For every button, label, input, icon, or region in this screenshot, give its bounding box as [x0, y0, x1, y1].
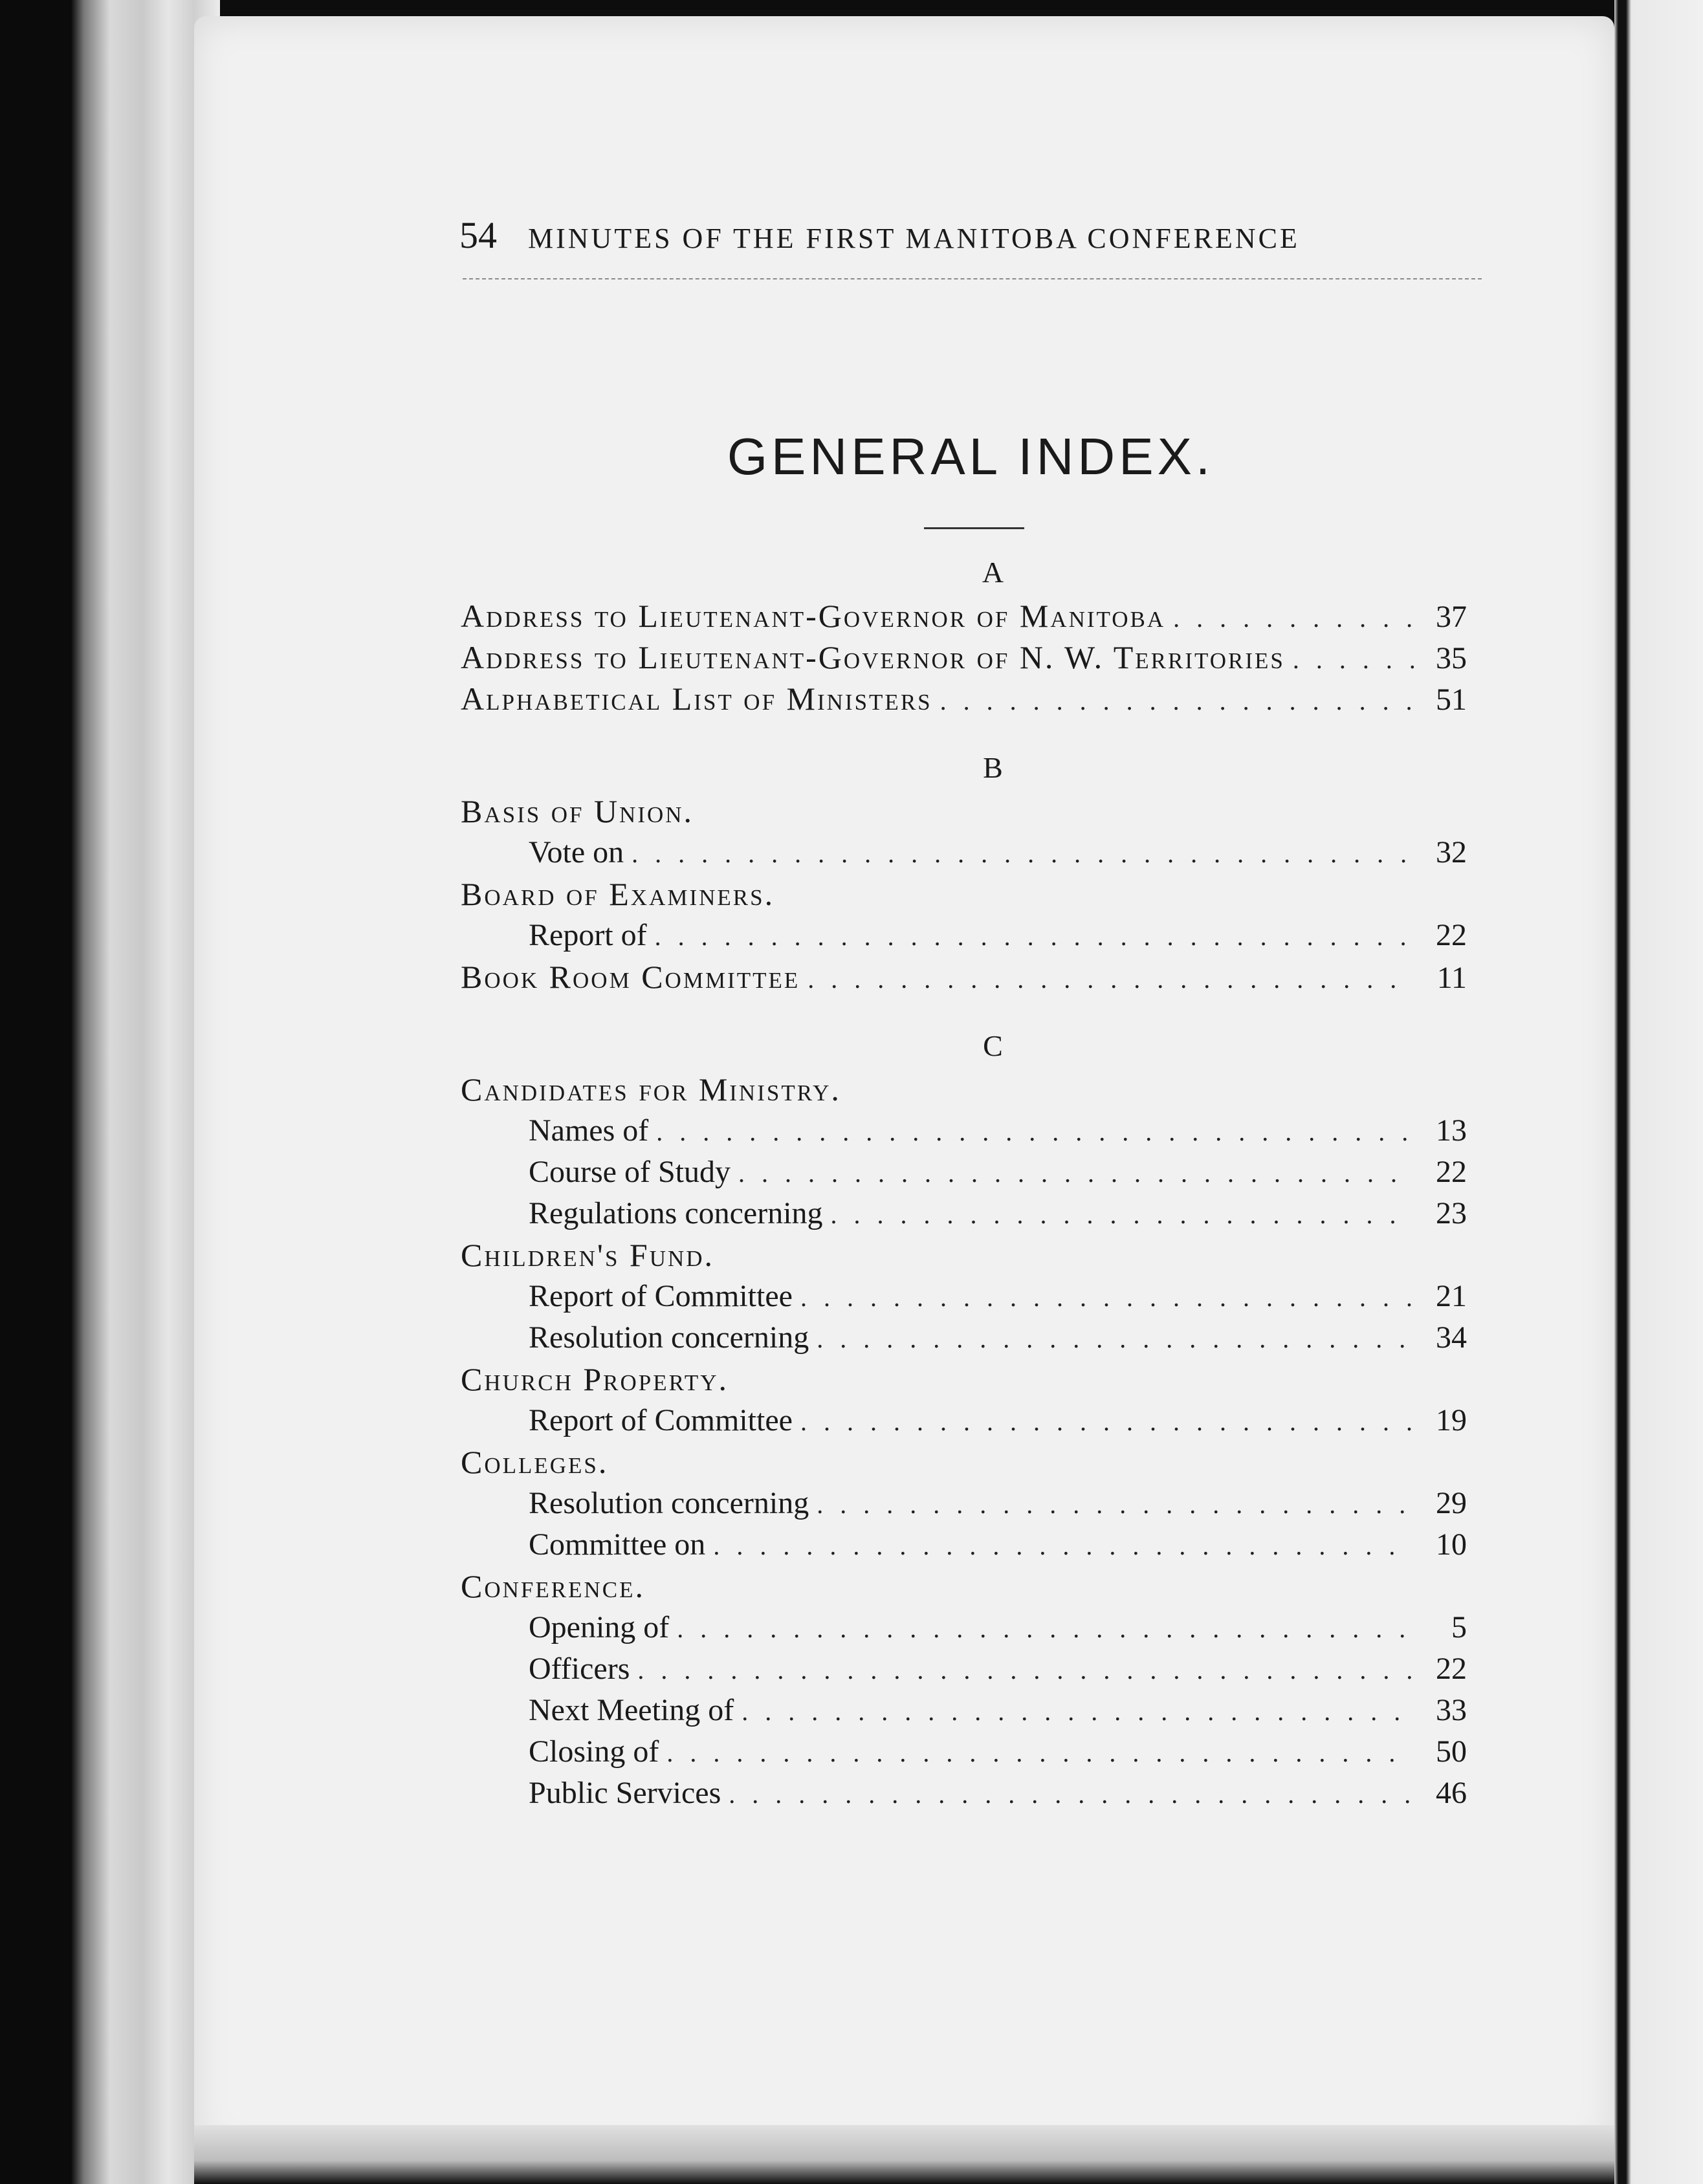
dot-leader	[1293, 639, 1414, 681]
index-heading: Board of Examiners.	[461, 876, 775, 912]
running-title: MINUTES OF THE FIRST MANITOBA CONFERENCE	[528, 223, 1300, 254]
dot-leader	[742, 1691, 1414, 1732]
entry-label: Report of	[529, 918, 647, 952]
entry-page-number: 32	[1436, 835, 1467, 869]
entry-page-number: 50	[1436, 1734, 1467, 1769]
entry-page-number: 22	[1436, 1155, 1467, 1189]
book-spine-edge	[0, 0, 220, 2184]
index-subentry	[461, 1193, 1467, 1234]
entry-label: Address to Lieutenant-Governor of N. W. Territories	[461, 639, 1285, 675]
index-subentry	[461, 915, 1467, 956]
index-title: GENERAL INDEX.	[727, 428, 1214, 485]
entry-label: Committee on	[529, 1527, 706, 1562]
entry-label: Names of	[529, 1113, 649, 1148]
index-heading: Children's Fund.	[461, 1237, 715, 1273]
dot-leader	[808, 959, 1414, 1000]
entry-page-number: 22	[1436, 918, 1467, 952]
section-letter: B	[983, 751, 1003, 784]
index-subentry	[461, 1152, 1467, 1193]
entry-label: Report of Committee	[529, 1279, 793, 1313]
index-heading: Colleges.	[461, 1444, 609, 1480]
dot-leader	[940, 681, 1414, 722]
index-subentry	[461, 832, 1467, 873]
entry-label: Address to Lieutenant-Governor of Manitoba	[461, 598, 1166, 634]
entry-label: Course of Study	[529, 1155, 731, 1189]
facing-page-edge	[1614, 0, 1703, 2184]
entry-label: Alphabetical List of Ministers	[461, 681, 932, 717]
entry-page-number: 46	[1436, 1776, 1467, 1810]
dot-leader	[666, 1732, 1414, 1774]
page-number: 54	[459, 214, 497, 256]
entry-label: Resolution concerning	[529, 1320, 809, 1355]
entry-page-number: 13	[1436, 1113, 1467, 1148]
index-subentry	[461, 1731, 1467, 1773]
section-spacer	[461, 719, 1467, 745]
page-bottom-edge	[194, 2125, 1614, 2184]
header-rule	[463, 278, 1482, 279]
entry-page-number: 51	[1436, 682, 1467, 717]
title-rule	[924, 527, 1024, 529]
entry-page-number: 11	[1436, 961, 1467, 995]
entry-page-number: 34	[1436, 1320, 1467, 1355]
dot-leader	[817, 1484, 1414, 1525]
index-entry	[461, 637, 1467, 678]
index-subentry	[461, 1483, 1467, 1524]
dot-leader	[800, 1401, 1414, 1443]
dot-leader	[738, 1153, 1414, 1194]
index-heading: Candidates for Ministry.	[461, 1071, 841, 1108]
entry-label: Next Meeting of	[529, 1693, 734, 1727]
dot-leader	[800, 1277, 1414, 1318]
entry-page-number: 33	[1436, 1693, 1467, 1727]
index-subentry	[461, 1607, 1467, 1648]
entry-page-number: 29	[1436, 1486, 1467, 1520]
index-heading: Conference.	[461, 1568, 645, 1604]
entry-page-number: 5	[1451, 1610, 1467, 1644]
index-entry	[461, 595, 1467, 637]
entry-label: Resolution concerning	[529, 1486, 809, 1520]
index-subentry	[461, 1110, 1467, 1152]
index-heading: Basis of Union.	[461, 793, 694, 829]
entry-page-number: 21	[1436, 1279, 1467, 1313]
index-subentry	[461, 1317, 1467, 1359]
dot-leader	[729, 1774, 1414, 1815]
entry-page-number: 23	[1436, 1196, 1467, 1230]
dot-leader	[677, 1608, 1414, 1650]
running-head	[459, 213, 1482, 265]
dot-leader	[713, 1525, 1414, 1567]
entry-page-number: 37	[1436, 600, 1467, 634]
dot-leader	[817, 1318, 1414, 1360]
index-entry	[461, 956, 1467, 998]
entry-label: Public Services	[529, 1776, 721, 1810]
index-list	[461, 550, 1467, 1814]
entry-label: Report of Committee	[529, 1403, 793, 1437]
entry-label: Regulations concerning	[529, 1196, 823, 1230]
entry-page-number: 19	[1436, 1403, 1467, 1437]
entry-page-number: 22	[1436, 1652, 1467, 1686]
index-subentry	[461, 1276, 1467, 1317]
entry-label: Opening of	[529, 1610, 670, 1644]
dot-leader	[632, 833, 1414, 875]
entry-label: Officers	[529, 1652, 630, 1686]
entry-label: Book Room Committee	[461, 959, 800, 995]
dot-leader	[656, 1111, 1414, 1153]
index-subentry	[461, 1400, 1467, 1441]
entry-page-number: 35	[1436, 641, 1467, 675]
index-subentry	[461, 1648, 1467, 1690]
entry-label: Closing of	[529, 1734, 659, 1769]
index-heading: Church Property.	[461, 1361, 729, 1397]
dot-leader	[831, 1194, 1414, 1236]
section-letter: C	[983, 1029, 1003, 1062]
index-entry	[461, 678, 1467, 719]
index-subentry	[461, 1524, 1467, 1566]
index-subentry	[461, 1773, 1467, 1814]
section-letter: A	[982, 556, 1004, 589]
entry-page-number: 10	[1436, 1527, 1467, 1562]
index-subentry	[461, 1690, 1467, 1731]
entry-label: Vote on	[529, 835, 624, 869]
dot-leader	[637, 1650, 1414, 1691]
dot-leader	[1173, 598, 1414, 639]
section-spacer	[461, 998, 1467, 1023]
dot-leader	[655, 916, 1414, 957]
